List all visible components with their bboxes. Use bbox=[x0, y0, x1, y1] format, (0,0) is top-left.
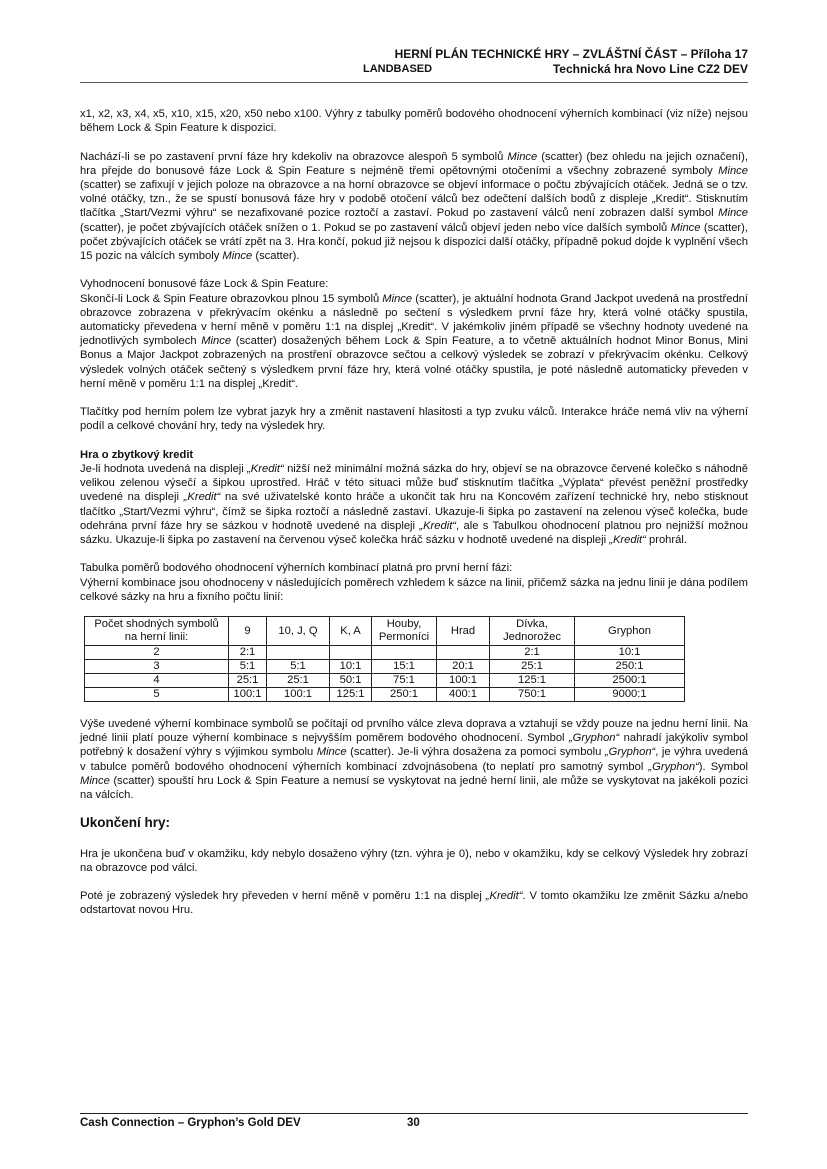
paytable bbox=[84, 616, 685, 702]
header-divider bbox=[80, 82, 748, 83]
paragraph-multipliers: x1, x2, x3, x4, x5, x10, x15, x20, x50 nebo x100. Výhry z tabulky poměrů bodového ohodnocení výherních kombinací (viz níže) nejsou během Lock & Spin Feature k dispozici. bbox=[80, 108, 748, 135]
table-row: 2 2:1 2:1 10:1 bbox=[85, 646, 685, 660]
paragraph-evaluation: Skončí-li Lock & Spin Feature obrazovkou plnou 15 symbolů Mince (scatter), je aktuální hodnota Grand Jackpot uvedená na prostřední obrazovce zobrazena v překrývacím okénku a následně po sečtení s výsledkem první fáze hry, která volné otáčky spustila, automaticky převedena v herní měně v poměru 1:1 na displej „Kredit“. V jakémkoliv jiném případě se všechny hodnoty uvedené na jednotlivých symbolech Mince (scatter) dosažených během Lock & Spin Feature, a to včetně aktuálních hodnot Minor Bonus, Mini Bonus a Major Jackpot zobrazených na prostření obrazovce sečtou a celkový výsledek se zobrazí v překrývacím okénku. Celkový výsledek volných otáček sečtený s výsledkem první fáze hry, která volné otáčky spustila, je poté následně automaticky převeden v herní měně v poměru 1:1 na displej „Kredit“. bbox=[80, 292, 748, 390]
header-title: HERNÍ PLÁN TECHNICKÉ HRY – ZVLÁŠTNÍ ČÁST – Příloha 17 bbox=[394, 47, 748, 61]
subheading-evaluation: Vyhodnocení bonusové fáze Lock & Spin Feature: bbox=[80, 278, 329, 291]
table-row: 3 5:1 5:1 10:1 15:1 20:1 25:1 250:1 bbox=[85, 660, 685, 674]
paytable-header-row bbox=[85, 617, 685, 646]
paragraph-paytable-notes: Výše uvedené výherní kombinace symbolů se počítají od prvního válce zleva doprava a vztahují se vždy pouze na jednu herní linii. Na jedné linii platí pouze výherní kombinace s nejvyšším poměrem bodového ohodnocení. Symbol „Gryphon“ nahradí jakýkoliv symbol potřebný k dosažení výhry s výjimkou symbolu Mince (scatter). Je-li výhra dosažena za pomoci symbolu „Gryphon“, je výhra uvedená v tabulce poměrů bodového ohodnocení výherních kombinací zdvojnásobena (to neplatí pro samotný symbol „Gryphon“). Symbol Mince (scatter) spouští hru Lock & Spin Feature a nemusí se vyskytovat na jedné herní linii, ale může se vyskytovat na jakékoli pozici na válcích. bbox=[80, 718, 749, 802]
paragraph-lock-spin: Nachází-li se po zastavení první fáze hry kdekoliv na obrazovce alespoň 5 symbolů Mince (scatter) (bez ohledu na jejich označení), hra přejde do bonusové fáze Lock & Spin Feature s nejméně třemi opětovnými otočeními a všechny zobrazené symboly Mince (scatter) se zafixují v jejich poloze na obrazovce a na horní obrazovce se objeví informace o počtu zbývajících otáček. Jedná se o tzv. volné otáčky, tzn., že se spustí bonusová fáze hry v podobě otočení válců bez odečtení dalších bodů z displeje „Kredit“. Stisknutím tlačítka „Start/Vezmi výhru“ se nezafixované pozice roztočí a zastaví. Pokud po zastavení válců není zobrazen další symbol Mince (scatter), je počet zbývajících otáček snížen o 1. Pokud se po zastavení válců objeví jeden nebo více dalších symbolů Mince (scatter), počet zbývajících otáček se vrátí zpět na 3. Hra končí, pokud již nejsou k dispozici další otáčky, případně pokud dojde k vyplnění všech 15 pozic na válcích symboly Mince (scatter). bbox=[80, 150, 748, 263]
heading-residual-credit: Hra o zbytkový kredit bbox=[80, 448, 194, 461]
paragraph-game-end: Hra je ukončena buď v okamžiku, kdy nebylo dosaženo výhry (tzn. výhra je 0), nebo v okamžiku, kdy se celkový Výsledek hry zobrazí na obrazovce pod válci. bbox=[80, 847, 748, 874]
col-header-10jq: 10, J, Q bbox=[267, 617, 330, 646]
heading-game-end: Ukončení hry: bbox=[80, 815, 171, 831]
col-header-ka: K, A bbox=[330, 617, 372, 646]
paragraph-residual-credit: Je-li hodnota uvedená na displeji „Kredit“ nižší než minimální možná sázka do hry, objeví se na obrazovce červené kolečko s náhodně velikou zelenou výsečí a šipkou uprostřed. Hráč v této situaci může buď stisknutím tlačítka „Výplata“ převést peněžní prostředky uvedené na displeji „Kredit“ na své uživatelské konto hráče a ukončit tak hru na Koncovém zařízení technické hry, nebo stisknout tlačítko „Start/Vezmi výhru“, čímž se šipka roztočí a následně zastaví. Ukazuje-li šipka po zastavení na zelenou výseč kolečka, bude odehrána první fáze hry se sázkou v hodnotě uvedené na displeji „Kredit“, ale s Tabulkou ohodnocení platnou pro nejnižší možnou sázku. Ukazuje-li šipka po zastavení na červenou výseč kolečka hráč sázku v hodnotě uvedené na displeji „Kredit“ prohrál. bbox=[80, 463, 748, 547]
header-landbased: LANDBASED bbox=[363, 63, 433, 75]
footer-divider bbox=[80, 1113, 748, 1114]
paragraph-credit-transfer: Poté je zobrazený výsledek hry převeden v herní měně v poměru 1:1 na displej „Kredit“. V tomto okamžiku lze změnit Sázku a/nebo odstartovat novou Hru. bbox=[80, 890, 749, 917]
subheading-paytable: Tabulka poměrů bodového ohodnocení výherních kombinací platná pro první herní fázi: bbox=[80, 562, 513, 575]
paragraph-buttons: Tlačítky pod herním polem lze vybrat jazyk hry a změnit nastavení hlasitosti a typ zvuku válců. Interakce hráče nemá vliv na výherní podíl a celkové chování hry, tedy na výsledek hry. bbox=[80, 406, 748, 433]
col-header-hrad: Hrad bbox=[437, 617, 490, 646]
page-number: 30 bbox=[407, 1117, 420, 1129]
table-row: 4 25:1 25:1 50:1 75:1 100:1 125:1 2500:1 bbox=[85, 674, 685, 688]
col-header-count: Počet shodných symbolů na herní linii: bbox=[85, 617, 229, 646]
header-game-name: Technická hra Novo Line CZ2 DEV bbox=[552, 62, 748, 76]
col-header-divka: Dívka, Jednorožec bbox=[490, 617, 575, 646]
col-header-gryphon: Gryphon bbox=[575, 617, 685, 646]
page-footer bbox=[80, 1117, 748, 1129]
table-row: 5 100:1 100:1 125:1 250:1 400:1 750:1 9000:1 bbox=[85, 688, 685, 702]
paragraph-paytable-intro: Výherní kombinace jsou ohodnoceny v následujících poměrech vzhledem k sázce na linii, přičemž sázka na jednu linii je dána podílem celkové sázky na hru a fixního počtu linií: bbox=[80, 576, 748, 603]
page-header bbox=[80, 47, 748, 76]
col-header-9: 9 bbox=[229, 617, 267, 646]
footer-document-name: Cash Connection – Gryphon’s Gold DEV bbox=[80, 1117, 301, 1129]
col-header-houby: Houby, Permoníci bbox=[372, 617, 437, 646]
document-body bbox=[80, 107, 748, 932]
